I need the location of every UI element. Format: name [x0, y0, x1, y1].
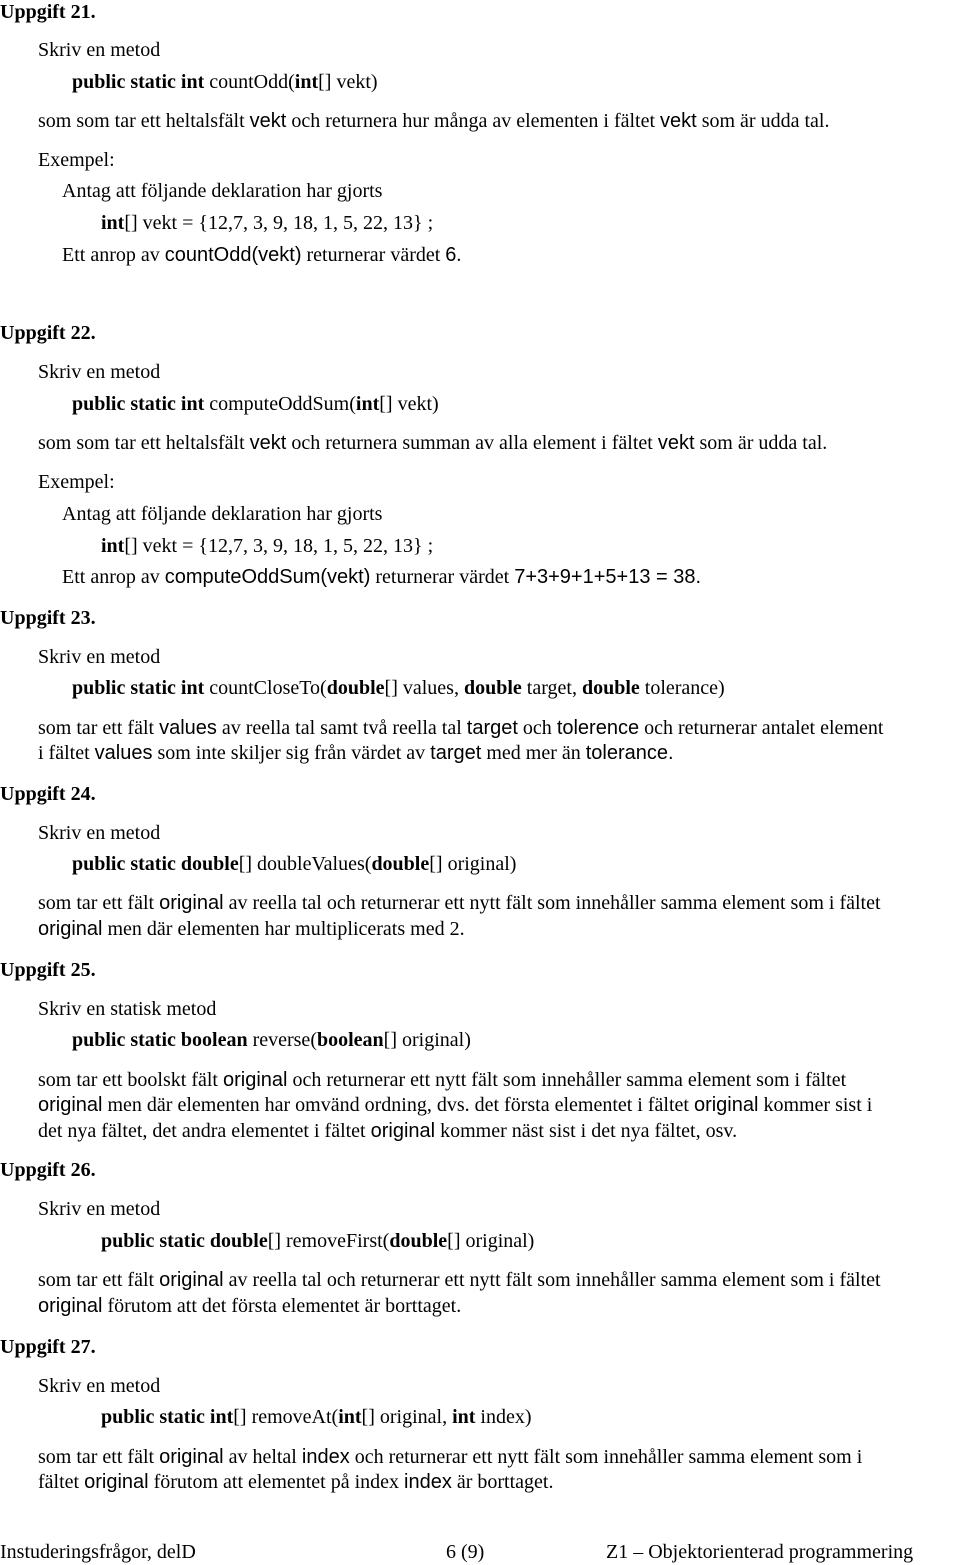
code-identifier: original	[159, 892, 224, 914]
task-description	[38, 917, 465, 941]
keyword-text: public static int	[72, 677, 210, 699]
text-run: [] vekt)	[318, 71, 378, 93]
example-result	[62, 243, 461, 267]
keyword-text: double	[581, 677, 640, 699]
keyword-text: int	[452, 1406, 476, 1428]
code-identifier: computeOddSum(vekt)	[164, 566, 371, 588]
keyword-text: int	[294, 71, 319, 93]
text-run: och	[517, 717, 557, 739]
text-run: countCloseTo(	[209, 677, 327, 699]
text-run: som tar ett fält	[38, 1446, 160, 1468]
text-run: tolerance)	[639, 677, 725, 699]
task-heading: Uppgift 27.	[0, 1336, 96, 1358]
method-signature	[101, 1229, 534, 1253]
code-identifier: original	[159, 1446, 224, 1468]
code-identifier: original	[38, 918, 103, 940]
code-identifier: original	[84, 1471, 149, 1493]
text-run: countOdd(	[209, 71, 295, 93]
task-heading: Uppgift 22.	[0, 322, 96, 344]
text-run: target,	[521, 677, 582, 699]
task-description	[38, 741, 674, 765]
text-run: som inte skiljer sig från värdet av	[152, 742, 431, 764]
keyword-text: public static double	[72, 853, 239, 875]
task-description	[38, 1445, 862, 1469]
text-run: [] original)	[429, 853, 517, 875]
text-run: som som tar ett heltalsfält	[38, 110, 250, 132]
code-identifier: vekt	[657, 432, 695, 454]
text-run: som tar ett fält	[38, 892, 160, 914]
example-declaration	[101, 534, 433, 558]
task-description	[38, 891, 881, 915]
text-run: som är udda tal.	[694, 432, 828, 454]
text-run: som är udda tal.	[696, 110, 830, 132]
text-run: och returnerar ett nytt fält som innehåller samma element som i fältet	[287, 1069, 847, 1091]
method-signature	[72, 1028, 471, 1052]
code-identifier: original	[38, 1094, 103, 1116]
footer-subject: Z1 – Objektorienterad programmering	[606, 1541, 914, 1563]
text-run: det nya fältet, det andra elementet i fältet	[38, 1120, 371, 1142]
code-identifier: vekt	[249, 432, 287, 454]
example-intro: Antag att följande deklaration har gjorts	[62, 180, 383, 202]
text-run: som tar ett fält	[38, 1269, 160, 1291]
keyword-text: int	[338, 1406, 362, 1428]
keyword-text: public static int	[101, 1406, 234, 1428]
task-description	[38, 1294, 461, 1318]
text-run: och returnerar ett nytt fält som innehåller samma element som i	[349, 1446, 863, 1468]
text-run: förutom att det första elementet är borttaget.	[102, 1295, 462, 1317]
task-description	[38, 1470, 553, 1494]
text-run: Ett anrop av	[62, 566, 165, 588]
task-description	[38, 716, 883, 740]
example-declaration	[101, 211, 433, 235]
text-run: fältet	[38, 1471, 85, 1493]
text-run: .	[456, 244, 462, 266]
task-intro: Skriv en metod	[38, 1375, 161, 1397]
text-run: är borttaget.	[451, 1471, 554, 1493]
code-identifier: tolerance.	[585, 742, 674, 764]
task-heading: Uppgift 26.	[0, 1159, 96, 1181]
keyword-text: public static boolean	[72, 1029, 253, 1051]
code-identifier: countOdd(vekt)	[164, 244, 302, 266]
text-run: [] removeFirst(	[267, 1230, 390, 1252]
text-run: [] original,	[361, 1406, 453, 1428]
method-signature	[72, 676, 725, 700]
method-signature	[72, 392, 439, 416]
keyword-text: double	[371, 853, 430, 875]
text-run: av reella tal och returnerar ett nytt fält som innehåller samma element som i fältet	[223, 892, 881, 914]
text-run: av reella tal samt två reella tal	[216, 717, 467, 739]
keyword-text: boolean	[316, 1029, 384, 1051]
keyword-text: public static int	[72, 71, 210, 93]
example-label: Exempel:	[38, 471, 115, 493]
text-run: [] vekt = {12,7, 3, 9, 18, 1, 5, 22, 13} ;	[124, 212, 434, 234]
keyword-text: int	[355, 393, 380, 415]
example-label: Exempel:	[38, 149, 115, 171]
code-identifier: 7+3+9+1+5+13 = 38.	[514, 566, 702, 588]
task-description	[38, 431, 827, 455]
code-identifier: values	[159, 717, 217, 739]
keyword-text: double	[463, 677, 522, 699]
task-description	[38, 1068, 846, 1092]
code-identifier: index	[404, 1471, 452, 1493]
keyword-text: double	[389, 1230, 448, 1252]
task-intro: Skriv en statisk metod	[38, 998, 217, 1020]
text-run: och returnerar antalet element	[639, 717, 884, 739]
task-description	[38, 1093, 872, 1117]
code-identifier: target	[466, 717, 518, 739]
text-run: [] vekt = {12,7, 3, 9, 18, 1, 5, 22, 13} ;	[124, 535, 434, 557]
code-identifier: vekt	[660, 110, 697, 132]
code-identifier: original	[370, 1120, 436, 1142]
text-run: [] original)	[383, 1029, 471, 1051]
task-heading: Uppgift 25.	[0, 959, 96, 981]
text-run: returnerar värdet	[370, 566, 515, 588]
code-identifier: 6	[445, 244, 457, 266]
text-run: computeOddSum(	[209, 393, 356, 415]
code-identifier: original	[693, 1094, 759, 1116]
code-identifier: target	[430, 742, 482, 764]
example-result	[62, 565, 701, 589]
footer-course: Instuderingsfrågor, delD	[0, 1541, 196, 1563]
code-identifier: index	[301, 1446, 350, 1468]
method-signature	[72, 70, 378, 94]
keyword-text: int	[101, 212, 125, 234]
text-run: förutom att elementet på index	[148, 1471, 405, 1493]
task-intro: Skriv en metod	[38, 1198, 161, 1220]
text-run: i fältet	[38, 742, 95, 764]
task-heading: Uppgift 24.	[0, 783, 96, 805]
method-signature	[101, 1405, 532, 1429]
text-run: men där elementen har multiplicerats med 2.	[102, 918, 465, 940]
text-run: reverse(	[252, 1029, 317, 1051]
footer-page-number: 6 (9)	[446, 1541, 485, 1563]
text-run: och returnera hur många av elementen i fältet	[286, 110, 661, 132]
text-run: [] doubleValues(	[238, 853, 372, 875]
code-identifier: original	[222, 1069, 288, 1091]
text-run: Ett anrop av	[62, 244, 165, 266]
text-run: index)	[475, 1406, 532, 1428]
keyword-text: int	[101, 535, 125, 557]
text-run: som som tar ett heltalsfält	[38, 432, 250, 454]
keyword-text: double	[326, 677, 385, 699]
code-identifier: values	[94, 742, 153, 764]
task-description	[38, 109, 829, 133]
text-run: kommer näst sist i det nya fältet, osv.	[435, 1120, 738, 1142]
task-description	[38, 1268, 881, 1292]
task-intro: Skriv en metod	[38, 646, 161, 668]
text-run: [] original)	[447, 1230, 535, 1252]
task-description	[38, 1119, 737, 1143]
code-identifier: original	[38, 1295, 103, 1317]
example-intro: Antag att följande deklaration har gjorts	[62, 503, 383, 525]
text-run: som tar ett boolskt fält	[38, 1069, 223, 1091]
text-run: [] removeAt(	[233, 1406, 339, 1428]
task-heading: Uppgift 23.	[0, 607, 96, 629]
text-run: returnerar värdet	[301, 244, 446, 266]
text-run: med mer än	[481, 742, 586, 764]
text-run: som tar ett fält	[38, 717, 160, 739]
text-run: [] vekt)	[379, 393, 439, 415]
keyword-text: public static double	[101, 1230, 268, 1252]
code-identifier: original	[159, 1269, 224, 1291]
text-run: av reella tal och returnerar ett nytt fält som innehåller samma element som i fältet	[223, 1269, 881, 1291]
text-run: av heltal	[223, 1446, 302, 1468]
task-intro: Skriv en metod	[38, 39, 161, 61]
keyword-text: public static int	[72, 393, 210, 415]
method-signature	[72, 852, 516, 876]
text-run: [] values,	[384, 677, 464, 699]
code-identifier: vekt	[249, 110, 287, 132]
text-run: och returnera summan av alla element i fältet	[286, 432, 658, 454]
text-run: kommer sist i	[758, 1094, 873, 1116]
task-intro: Skriv en metod	[38, 822, 161, 844]
task-heading: Uppgift 21.	[0, 1, 96, 23]
text-run: men där elementen har omvänd ordning, dvs. det första elementet i fältet	[102, 1094, 694, 1116]
task-intro: Skriv en metod	[38, 361, 161, 383]
code-identifier: tolerence	[556, 717, 640, 739]
